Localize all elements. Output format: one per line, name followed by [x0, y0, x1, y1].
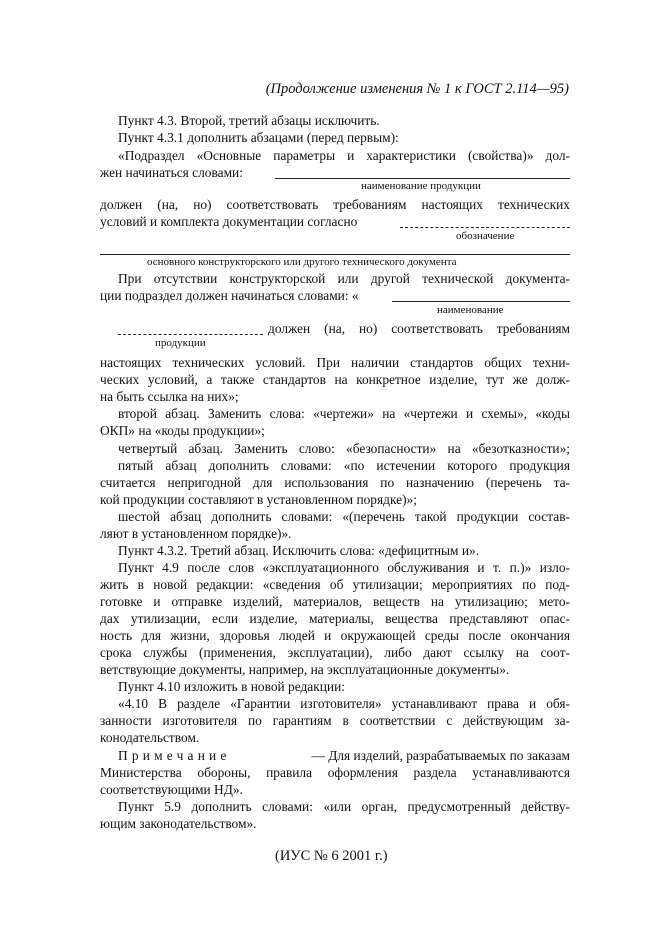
fill-in-rule	[100, 254, 570, 255]
text-line: настоящих технических условий. При наличии стандартов общих техни-	[100, 355, 570, 370]
text-line: дах утилизации, если изделие, материалы, вещества представляют опас-	[100, 611, 570, 626]
text-line: должен (на, но) соответствовать требованиям настоящих технических	[100, 197, 570, 212]
text-line: ность для жизни, здоровья людей и окружающей среды после окончания	[100, 628, 570, 643]
note-line	[118, 748, 570, 764]
text-line: «4.10 В разделе «Гарантии изготовителя» устанавливают права и обя-	[118, 696, 570, 711]
text-line: ческих условий, а также стандартов на конкретное изделие, тут же долж-	[100, 372, 570, 387]
text-line: конодательством.	[100, 730, 200, 745]
fill-in-rule	[275, 178, 570, 179]
fill-in-rule	[118, 334, 263, 335]
text-line: ляют в установленном порядке)».	[100, 526, 292, 541]
text-line: ющим законодательством».	[100, 816, 257, 831]
text-line: «Подраздел «Основные параметры и характеристики (свойства)» дол-	[118, 148, 570, 163]
text-line: занности изготовителя по гарантиям в соответствии с действующим за-	[100, 713, 570, 728]
caption: наименование	[437, 304, 504, 316]
text-line: ветствующие документы, например, на эксплуатационные документы».	[100, 662, 510, 677]
fill-in-rule	[400, 227, 570, 228]
text-line: жен начинаться словами:	[100, 165, 243, 180]
page-footer: (ИУС № 6 2001 г.)	[275, 848, 388, 864]
text-line: готовке и отправке изделий, материалов, веществ на утилизацию; мето-	[100, 594, 570, 609]
text-line: Пункт 4.10 изложить в новой редакции:	[118, 679, 345, 694]
page-header: (Продолжение изменения № 1 к ГОСТ 2.114—95)	[265, 81, 569, 97]
text-line: кой продукции составляют в установленном порядке)»;	[100, 492, 417, 507]
caption: обозначение	[456, 230, 515, 242]
caption: основного конструкторского или другого технического документа	[147, 256, 457, 268]
fill-in-rule	[392, 301, 570, 302]
text-line: Пункт 4.3.2. Третий абзац. Исключить слова: «дефицитным и».	[118, 543, 480, 558]
caption: продукции	[155, 337, 206, 349]
text-line: соответствующими НД».	[100, 782, 243, 797]
text-line: шестой абзац дополнить словами: «(перечень такой продукции состав-	[118, 509, 570, 524]
text-line: пятый абзац дополнить словами: «по истечении которого продукция	[118, 458, 570, 473]
text-line: При отсутствии конструкторской или другой технической документа-	[118, 271, 570, 286]
text-line: Пункт 4.9 после слов «эксплуатационного обслуживания и т. п.)» изло-	[118, 560, 570, 575]
text-line: Пункт 5.9 дополнить словами: «или орган, предусмотренный действу-	[118, 799, 570, 814]
text-line: Министерства обороны, правила оформления раздела устанавливаются	[100, 765, 570, 780]
text-line: Пункт 4.3.1 дополнить абзацами (перед первым):	[118, 130, 399, 145]
note-text: — Для изделий, разрабатываемых по заказам	[311, 748, 570, 763]
note-label: Примечание	[118, 748, 231, 763]
text-line: второй абзац. Заменить слова: «чертежи» на «чертежи и схемы», «коды	[118, 406, 570, 421]
text-line: четвертый абзац. Заменить слово: «безопасности» на «безотказности»;	[118, 441, 570, 456]
caption: наименование продукции	[361, 180, 481, 192]
text-line: считается непригодной для использования по назначению (перечень та-	[100, 475, 570, 490]
text-line: срока службы (применения, эксплуатации), либо дают ссылку на соот-	[100, 645, 570, 660]
text-line: условий и комплекта документации согласно	[100, 214, 358, 229]
text-line: на быть ссылка на них»;	[100, 389, 239, 404]
text-line: Пункт 4.3. Второй, третий абзацы исключить.	[118, 113, 380, 128]
text-line: должен (на, но) соответствовать требованиям	[268, 321, 570, 336]
text-line: жить в новой редакции: «сведения об утилизации; мероприятиях по под-	[100, 577, 570, 592]
text-line: ОКП» на «коды продукции»;	[100, 423, 265, 438]
text-line: ции подраздел должен начинаться словами: «	[100, 288, 359, 303]
